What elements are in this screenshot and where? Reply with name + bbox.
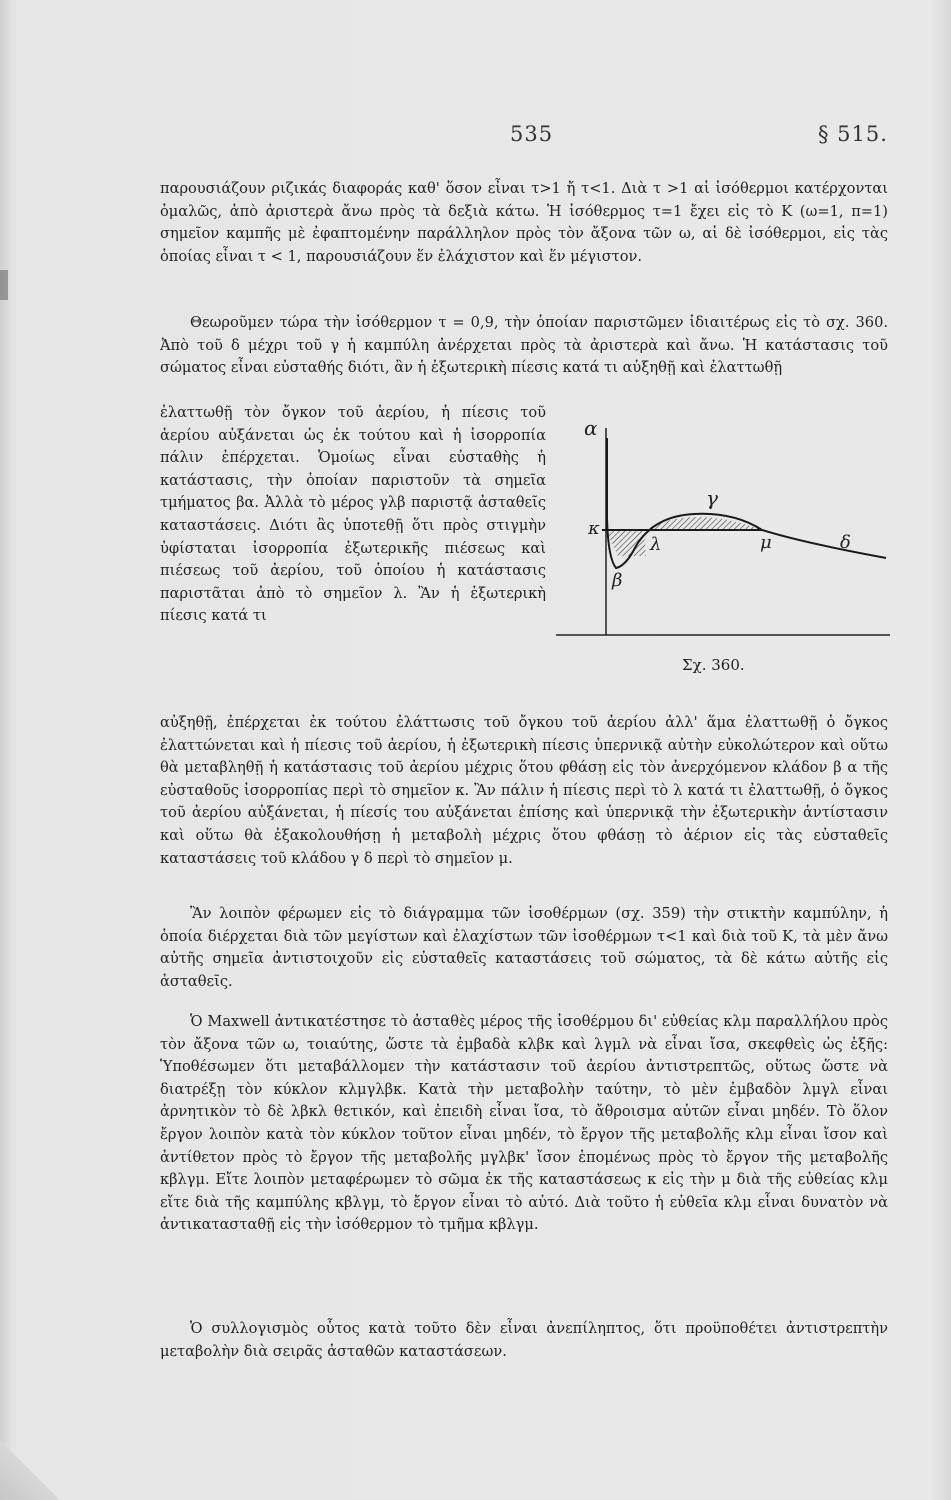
label-alpha: α xyxy=(584,416,598,440)
page-corner-crease xyxy=(0,1440,60,1500)
isotherm-diagram xyxy=(554,398,890,658)
paragraph-2-wrapped-text: ἐλαττωθῇ τὸν ὄγκον τοῦ ἀερίου, ἡ πίεσις τοῦ ἀερίου αὐξάνεται ὡς ἐκ τούτου καὶ ἡ ἰσορροπία πάλιν ἐπέρχεται. Ὁμοίως εἶναι εὐσταθὴς ἡ κατάστασις, τὴν ὁποίαν παριστοῦν τὰ σημεῖα τμήματος βα. Ἀλλὰ τὸ μέρος γλβ παριστᾷ ἀσταθεῖς καταστάσεις. Διότι ἂς ὑποτεθῇ ὅτι πρὸς στιγμὴν ὑφίσταται ἰσορροπία ἐξωτερικῆς πιέσεως καὶ πιέσεως τοῦ ἀερίου, τοῦ ὁποίου ἡ κατάστασις παριστᾶται ἀπὸ τὸ σημεῖον λ. Ἂν ἡ ἐξωτερικὴ πίεσις κατά τι xyxy=(160,404,546,625)
label-beta: β xyxy=(612,570,623,591)
paragraph-5: Ὁ συλλογισμὸς οὗτος κατὰ τοῦτο δὲν εἶναι ἀνεπίληπτος, ὅτι προϋποθέτει ἀντιστρεπτὴν μεταβολὴν διὰ σειρᾶς ἀσταθῶν καταστάσεων. xyxy=(160,1320,888,1360)
margin-mark xyxy=(0,270,8,300)
paragraph-2-intro: Θεωροῦμεν τώρα τὴν ἰσόθερμον τ = 0,9, τὴν ὁποίαν παριστῶμεν ἰδιαιτέρως εἰς τὸ σχ. 360. Ἀπὸ τοῦ δ μέχρι τοῦ γ ἡ καμπύλη ἀνέρχεται πρὸς τὰ ἀριστερὰ καὶ ἄνω. Ἡ κατάστασις τοῦ σώματος εἶναι εὐσταθής διότι, ἂν ἡ ἐξωτερικὴ πίεσις κατά τι αὐξηθῇ καὶ ἐλαττωθῇ xyxy=(160,314,888,377)
label-kappa: κ xyxy=(588,518,600,539)
page-number: 535 xyxy=(510,122,554,146)
paragraph-1: παρουσιάζουν ριζικάς διαφοράς καθ' ὅσον εἶναι τ>1 ἤ τ<1. Διὰ τ >1 αἱ ἰσόθερμοι κατέρχονται ὁμαλῶς, ἀπὸ ἀριστερὰ ἄνω πρὸς τὰ δεξιὰ κάτω. Ἡ ἰσόθερμος τ=1 ἔχει εἰς τὸ Κ (ω=1, π=1) σημεῖον καμπῆς μὲ ἐφαπτομένην παράλληλον πρὸς τὸν ἄξονα τῶν ω, αἱ δὲ ἰσόθερμοι, εἰς τὰς ὁποίας εἶναι τ < 1, παρουσιάζουν ἕν ἐλάχιστον καὶ ἕν μέγιστον. xyxy=(160,180,888,265)
paragraph-3: Ἂν λοιπὸν φέρωμεν εἰς τὸ διάγραμμα τῶν ἰσοθέρμων (σχ. 359) τὴν στικτὴν καμπύλην, ἡ ὁποία διέρχεται διὰ τῶν μεγίστων καὶ ἐλαχίστων τῶν ἰσοθέρμων τ<1 καὶ διὰ τοῦ Κ, τὰ μὲν ἄνω αὐτῆς σημεῖα ἀντιστοιχοῦν εἰς εὐσταθεῖς καταστάσεις τοῦ σώματος, τὰ δὲ κάτω αὐτῆς εἰς ἀσταθεῖς. xyxy=(160,905,888,990)
figure-360 xyxy=(554,398,890,688)
figure-caption: Σχ. 360. xyxy=(682,656,745,674)
lower-hatched-area xyxy=(606,530,646,556)
upper-hatched-area xyxy=(644,517,762,530)
label-mu: μ xyxy=(760,532,772,553)
paragraph-2-continued: αὐξηθῇ, ἐπέρχεται ἐκ τούτου ἐλάττωσις τοῦ ὄγκου τοῦ ἀερίου ἀλλ' ἅμα ἐλαττωθῇ ὁ ὄγκος ἐλαττώνεται καὶ ἡ πίεσις τοῦ ἀερίου, ἡ ἐξωτερικὴ πίεσις ὑπερνικᾷ αὐτὴν εὐκολώτερον καὶ οὕτω θὰ μεταβληθῇ ἡ κατάστασις τοῦ ἀερίου μέχρις ὅτου φθάσῃ εἰς τὸν ἀνερχόμενον κλάδον β α τῆς εὐσταθοῦς ἰσορροπίας περὶ τὸ σημεῖον κ. Ἂν πάλιν ἡ πίεσις περὶ τὸ λ κατά τι ἐλαττωθῇ, ὁ ὄγκος τοῦ ἀερίου αὐξάνεται, ἡ πίεσίς του αὐξάνεται ἐπίσης καὶ ὑπερνικᾷ τὴν ἐξωτερικὴν ἀντίστασιν καὶ οὕτω θὰ ἐξακολουθήσῃ ἡ μεταβολὴ μέχρις ὅτου φθάσῃ τὸ ἀέριον εἰς τὰς εὐσταθεῖς καταστάσεις τοῦ κλάδου γ δ περὶ τὸ σημεῖον μ. xyxy=(160,714,888,867)
label-delta: δ xyxy=(840,532,851,553)
paragraph-4-maxwell: Ὁ Maxwell ἀντικατέστησε τὸ ἀσταθὲς μέρος τῆς ἰσοθέρμου δι' εὐθείας κλμ παραλλήλου πρὸς τὸν ἄξονα τῶν ω, τοιαύτης, ὥστε τὰ ἐμβαδὰ κλβκ καὶ λγμλ νὰ εἶναι ἴσα, σκεφθεὶς ὡς ἑξῆς: Ὑποθέσωμεν ὅτι μεταβάλλομεν τὴν κατάστασιν τοῦ ἀερίου ἀντιστρεπτῶς, οὕτως ὥστε νὰ διατρέξῃ τὸν κύκλον κλμγλβκ. Κατὰ τὴν μεταβολὴν ταύτην, τὸ μὲν ἐμβαδὸν λμγλ εἶναι ἀρνητικὸν τὸ δὲ λβκλ θετικόν, καὶ ἐπειδὴ εἶναι ἴσα, τὸ ἄθροισμα αὐτῶν εἶναι μηδέν. Τὸ ὅλον ἔργον λοιπὸν κατὰ τὸν κύκλον τοῦτον εἶναι μηδέν, τὸ ἔργον τῆς μεταβολῆς κλμ εἶναι ἴσον καὶ ἀντίθετον πρὸς τὸ ἔργον τῆς μεταβολῆς μγλβκ' ἴσον ἑπομένως πρὸς τὸ ἔργον τῆς μεταβολῆς κβλγμ. Εἴτε λοιπὸν μεταφέρωμεν τὸ σῶμα ἐκ τῆς καταστάσεως κ εἰς τὴν μ διὰ τῆς εὐθείας κλμ εἴτε διὰ τῆς καμπύλης κβλγμ, τὸ ἔργον εἶναι τὸ αὐτό. Διὰ τοῦτο ἡ εὐθεῖα κλμ εἶναι δυνατὸν νὰ ἀντικατασταθῇ εἰς τὴν ἰσόθερμον τὸ τμῆμα κβλγμ. xyxy=(160,1013,888,1234)
label-gamma: γ xyxy=(706,486,718,510)
section-number: § 515. xyxy=(818,122,888,146)
label-lambda: λ xyxy=(650,534,662,555)
